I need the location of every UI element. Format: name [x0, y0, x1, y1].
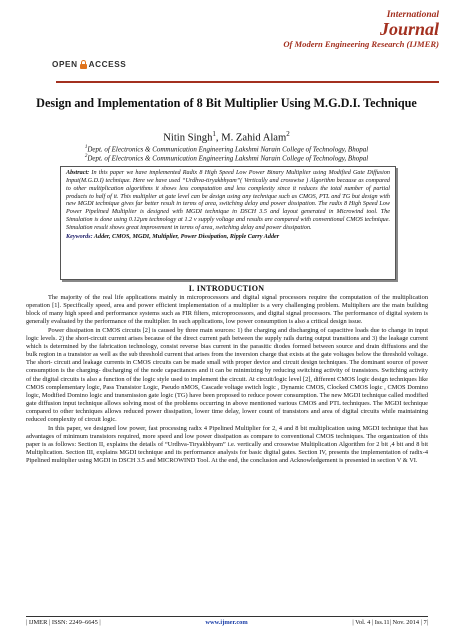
open-lock-icon [80, 60, 87, 69]
keywords-text: Adder, CMOS, MGDI, Multiplier, Power Dissipation, Ripple Carry Adder [93, 233, 280, 240]
author-list [0, 130, 453, 144]
journal-title-line1: International [386, 10, 439, 20]
section-heading-introduction: I. INTRODUCTION [188, 284, 265, 293]
author-1: Nitin Singh [163, 132, 213, 144]
open-access-logo [52, 60, 126, 69]
journal-title-line2: Journal [379, 19, 439, 39]
affiliation-2-sup: 2 [84, 154, 88, 159]
paragraph: Power dissipation in CMOS circuits [2] is caused by three main sources: 1) the charging and discharging of capacitive loads due to change in input logic levels. 2) the short-circuit current arises because of the direct current path between the supply rails during output transitions and 3) the leakage current which is determined by the fabrication technology, consist reverse bias current in the parasitic diodes formed between source and drain diffusions and the bulk region in a transistor as well as the sub threshold current that arises from the inversion charge that exists at the gate voltages below the threshold voltage. The short- circuit and leakage currents in CMOS circuits can be made small with proper device and circuit design techniques. The dominant source of power consumption is the charging- discharging of the node capacitances and it can be minimizing by reducing switching activity of transistors. Switching activity of the digital circuits is also a function of the logic style used to implement the circuit. At circuit/logic level [2], different CMOS logic design techniques like CMOS complementary logic, Pass Transistor Logic, Pseudo nMOS, Cascade voltage switch logic , Dynamic CMOS, Clocked CMOS logic , CMOS Domino logic, Modified Domino logic and transmission gate logic (TG) have been proposed to reduce power consumption. The new MGDI technique called modified gate diffusion input technique allows solving most of the problems occurring in above mentioned various CMOS and PTL techniques. The MGDI technique compared to other techniques allows reduced power dissipation, lower time delay, lower count of transistors and area of digital circuits while maintaining reduced complexity of circuit logic. [26, 326, 428, 424]
affiliation-1 [0, 145, 453, 153]
journal-title [283, 10, 439, 49]
page-footer [26, 619, 428, 626]
footer-volume: | Vol. 4 | Iss.11| Nov. 2014 | 7| [352, 619, 428, 626]
paragraph: The majority of the real life applications mainly in microprocessors and digital signal processors require the computation of the multiplication operation [1]. Specifically speed, area and power efficient implementation of a multiplier is a very challenging problem. Multipliers are the main building block of many high speed and performance systems such as FIR filters, microprocessors, and digital signal processors. The performance of digital system is generally evaluated by the performance of the multiplier. In such applications, low power consumption is also a critical design issue. [26, 294, 428, 326]
open-access-open: OPEN [52, 60, 78, 69]
abstract-box [60, 166, 396, 280]
affiliation-1-text: Dept. of Electronics & Communication Engineering Lakshmi Narain College of Technology, Bhopal [87, 145, 369, 154]
paper-title: Design and Implementation of 8 Bit Multiplier Using M.G.D.I. Technique [36, 96, 417, 110]
paragraph: In this paper, we designed low power, fast processing radix 4 Pipelined Multiplier for 2, 4 and 8 bit multiplication using MGDI technique that has advantages of minimum transistors required, more speed and low power dissipation as compare to conventional CMOS techniques. The organization of this paper is as follows: Section II, explains the details of “Urdhva-Tiryakbhyam” i.e. vertically and crosswise Multiplication Algorithm for 2 bit ,4 bit and 8 bit Multiplication. Section III, explains MGDI technique and its performance analysis for basic digital gates. Section IV, presents the implementation of radix-4 Pipelined multiplier using MGDI in DSCH 3.5 and MICROWIND Tool. At the end, the conclusion and Acknowledgement is presented in section V & VI. [26, 424, 428, 465]
abstract-label: Abstract: [66, 170, 90, 176]
keywords-line [66, 234, 390, 242]
journal-title-line3: Of Modern Engineering Research (IJMER) [283, 39, 439, 49]
keywords-label: Keywords: [66, 233, 93, 240]
affiliation-1-sup: 1 [84, 145, 88, 150]
journal-header [0, 0, 453, 80]
open-access-access: ACCESS [88, 60, 127, 69]
author-1-sup: 1 [212, 130, 216, 138]
footer-issn: | IJMER | ISSN: 2249–6645 | [26, 619, 101, 626]
affiliation-2 [0, 154, 453, 162]
author-2-sup: 2 [286, 130, 290, 138]
footer-journal-link[interactable]: www.ijmer.com [205, 619, 248, 626]
footer-rule [26, 616, 428, 617]
affiliation-2-text: Dept. of Electronics & Communication Engineering Lakshmi Narain College of Technology, Bhopal [87, 154, 369, 163]
abstract-text: In this paper we have implemented Radix 8 High Speed Low Power Binary Multiplier using Modified Gate Diffusion Input(M.G.D.I) technique. Here we have used “Urdhva-tiryakbhyam”( Vertically and crosswise ) Algorithm because as compared to other multiplication algorithms it shows less computation and less complexity since it reduces the total number of partial products to half of it. This multiplier at gate level can be design using any technique such as CMOS, PTL and TG but design with new MGDI technique gives far better result in terms of area, switching delay and power dissipation. The radix 8 High Speed Low Power Pipelined Multiplier is designed with MGDI technique in DSCH 3.5 and layout generated in Microwind tool. The Simulation is done using 0.12µm technology at 1.2 v supply voltage and results are compared with conventional CMOS technique. Simulation result shows great improvement in terms of area, switching delay and power dissipation. [66, 170, 390, 231]
author-2: M. Zahid Alam [221, 132, 287, 144]
introduction-body [26, 294, 428, 465]
header-rule [56, 81, 439, 83]
author-separator: , [215, 132, 222, 144]
